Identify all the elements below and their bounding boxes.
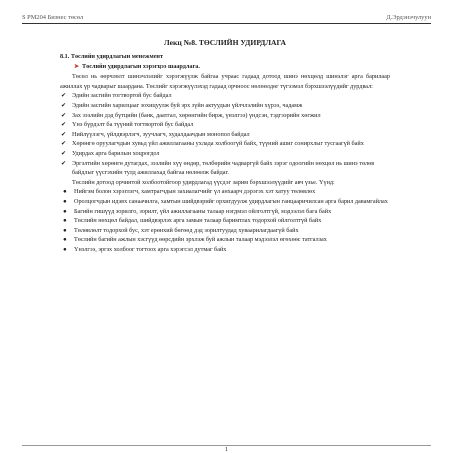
bullet-icon: ● (63, 226, 67, 234)
bullet-icon: ● (63, 197, 67, 205)
document-body (60, 38, 390, 254)
check-icon: ✔ (61, 111, 67, 119)
header-divider (22, 23, 431, 24)
check-icon: ✔ (61, 140, 67, 148)
list-item: ✔ Эдийн засгийн тогтвортой бус байдал (61, 92, 172, 100)
footer-divider (22, 445, 431, 446)
list-item: ✔ Зах зээлийн дэд бүтцийн (банк, даатгал, хөрөнгийн бирж, үнэлгээ) үндсэн, тэдгээрийн хөгжил (61, 111, 321, 119)
check-icon: ✔ (61, 159, 67, 167)
lecture-title: Лекц №8. ТӨСЛИЙН УДИРДЛАГА (163, 38, 286, 47)
check-icon: ✔ (61, 130, 67, 138)
list-item: ✔ Эдийн засгийн харилцааг зохицуулж буй эрх зүйн актуудын үйлчлэлийн хүрээ, чадамж (61, 101, 303, 109)
bullet-icon: ● (63, 188, 67, 196)
check-icon: ✔ (61, 149, 67, 157)
subsection-heading-text: Төслийн удирдлагын хэрэгцээ шаардлага. (82, 62, 200, 70)
list-item: ● Багийн гишүүд зорилго, зорилт, үйл ажиллагааны талаар нэгдмэл ойлголтгүй, мэдээлэл бага байх (63, 207, 332, 215)
intro-paragraph: Төсөл нь өөрчлөлт шинэчлэлийг хэрэгжүүлж байгаа учраас гадаад дотоод шинэ нөхцөлд шинэлэг арга барилаар ажиллах үр чадварыг шаардана. Төслийг хэрэгжүүлэхэд гадаад орчноос нөлөөлдөг түгээмэл бэрхшээлүүдийг дурдвал: (60, 73, 390, 90)
list-item: ● Төслийн багийн ажлын хэсгүүд өөрсдийн эрхлэж буй ажлын талаар мэдээлэл өгөхөөс татгалзах (63, 236, 327, 244)
list-item: ● Оролцогчдын идэвх санаачилга, хамтын шийдвэрийг орхигдуулж удирдлагын ганцааричилсан арга барил давамгайлах (63, 197, 388, 205)
list-item: ● Төслийн нөхцөл байдал, шийдвэрлэх арга замын талаар баримтлах тодорхой ойлголтгүй байх (63, 217, 322, 225)
list-item: ✔ Удирдах арга барилын хоцрогдол (61, 149, 160, 157)
check-icon: ✔ (61, 92, 67, 100)
header-author: Д.Эрдэнэчулуун (386, 14, 431, 21)
list-item: ✔ Эргэлтийн хөрөнгө дутагдах, зээлийн хүү өндөр, төлбөрийн чадваргүй байх зэрэг одоогийн нөхцөл нь шинэ төлөв байдлыг үүсгэхийн тулд ажиллахад байгаа нөлөөлж байдаг. (61, 159, 375, 177)
list-item: ✔ Нийлүүлэгч, үйлдвэрлэгч, зуучлагч, худалдаачдын монопол байдал (61, 130, 250, 138)
list-item: ● Төлөвлөлт тодорхой бус, хэт ерөнхий бөгөөд дэд зорилтуудад хуваарилагдаагүй байх (63, 226, 299, 234)
list-item: ● Нийгэм болон хэрэглэгч, хамтрагчдын захиалагчийг үл анхаарч дэрэгэх хэт хатуу төлөвлөх (63, 188, 316, 196)
list-item: ✔ Үнэ бүрдэлт ба түүний тогтвортой бус байдал (61, 121, 194, 129)
bullet-icon: ● (63, 236, 67, 244)
section-heading: 8.1. Төслийн удирдлагын менежмент (60, 53, 164, 60)
list-item: ✔ Хөрөнгө оруулагчдын хувьд үйл ажиллагааны ухлада холбоогүй байх, түүний ашиг сонирхлыг тусгаагүй байх (61, 140, 364, 148)
header-course: S PM204 Бизнес төсөл (22, 14, 84, 21)
bullet-icon: ● (63, 207, 67, 215)
check-icon: ✔ (61, 121, 67, 129)
check-icon: ✔ (61, 101, 67, 109)
internal-list (60, 187, 390, 254)
red-arrow-icon: ➤ (74, 63, 80, 70)
page-number: 1 (225, 447, 228, 453)
list-item: ● Үнэлгээ, эргэх холбоог тогтоох арга хэрэгсэл дутмаг байх (63, 245, 227, 253)
internal-intro-paragraph: Төслийн дотоод орчинтой холбоотойгоор удирдлагад үүсдэг зарим бэрхшээлүүдийг авч үзье. Үүнд: (72, 178, 335, 186)
bullet-icon: ● (63, 245, 67, 253)
bullet-icon: ● (63, 217, 67, 225)
challenges-list (60, 91, 390, 177)
subsection-heading (74, 62, 390, 73)
